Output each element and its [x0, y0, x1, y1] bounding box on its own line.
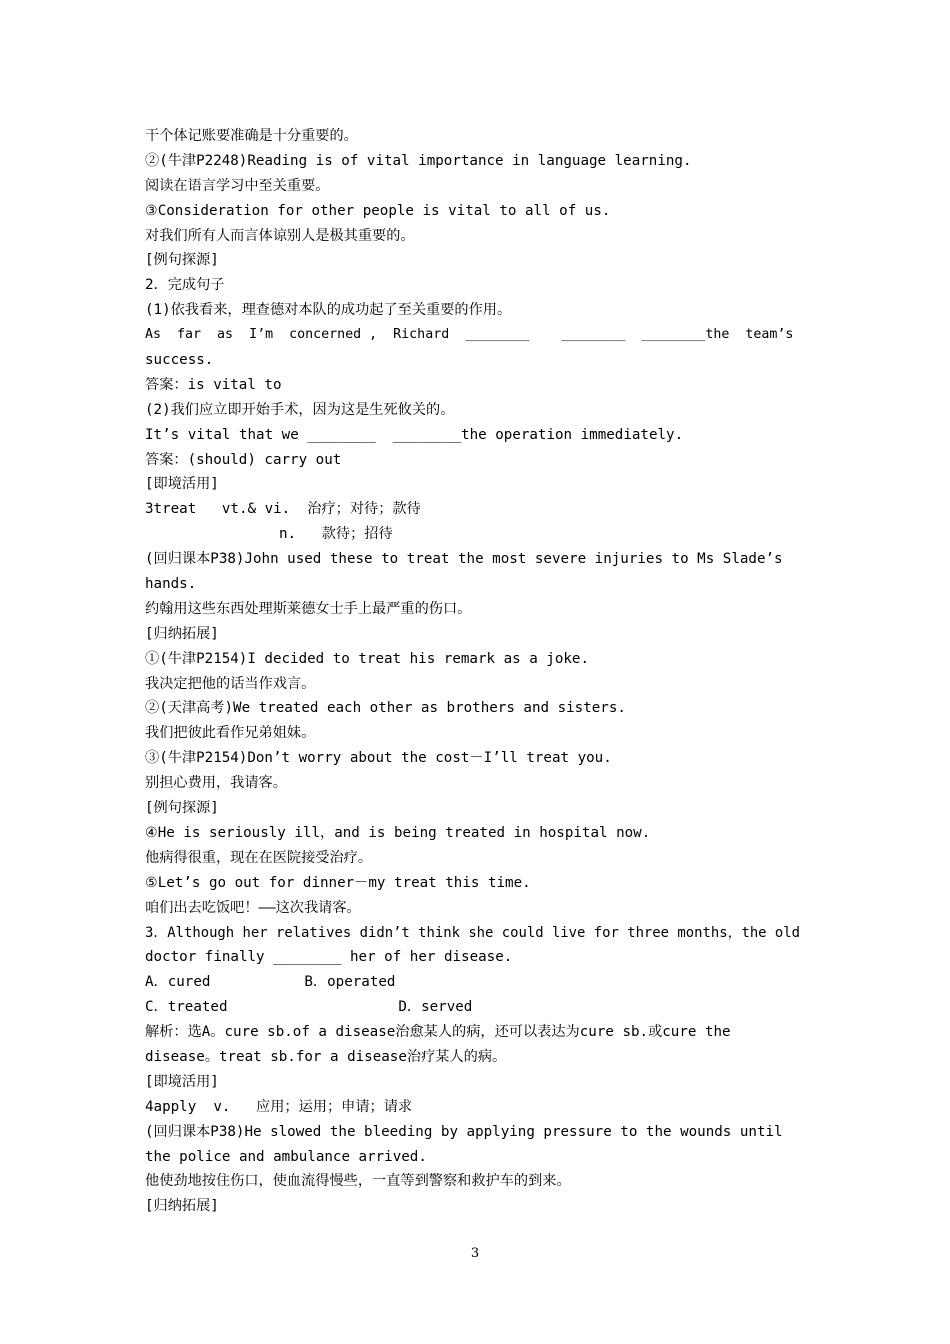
text-line: ③Consideration for other people is vital to all of us.: [145, 202, 611, 219]
text-line: As far as I’m concerned , Richard ________ ________ ________the team’s: [145, 327, 794, 343]
option-line: A．cured B．operated: [145, 974, 396, 991]
vocab-entry: 4apply v. 应用；运用；申请；请求: [145, 1098, 413, 1115]
section-heading: [归纳拓展]: [145, 625, 219, 642]
text-line: (回归课本P38)He slowed the bleeding by applying pressure to the wounds until: [145, 1123, 783, 1140]
text-line: 阅读在语言学习中至关重要。: [145, 177, 330, 194]
text-line: 2．完成句子: [145, 277, 225, 294]
section-heading: [归纳拓展]: [145, 1198, 219, 1215]
explanation-line: disease。treat sb.for a disease治疗某人的病。: [145, 1048, 507, 1065]
text-line: ③(牛津P2154)Don’t worry about the cost－I’ll treat you.: [145, 750, 612, 767]
text-line: ⑤Let’s go out for dinner－my treat this time.: [145, 874, 531, 891]
text-line: It’s vital that we ________ ________the operation immediately.: [145, 426, 684, 443]
text-line: 别担心费用，我请客。: [145, 775, 287, 792]
text-line: 对我们所有人而言体谅别人是极其重要的。: [145, 227, 415, 244]
section-heading: [例句探源]: [145, 252, 219, 269]
text-line: success.: [145, 352, 214, 369]
text-line: 约翰用这些东西处理斯莱德女士手上最严重的伤口。: [145, 600, 472, 617]
section-heading: [即境活用]: [145, 1073, 219, 1090]
vocab-entry: 3treat vt.& vi. 治疗；对待；款待: [145, 501, 421, 518]
text-line: (2)我们应立即开始手术，因为这是生死攸关的。: [145, 401, 455, 418]
answer-line: 答案：is vital to: [145, 376, 282, 393]
text-line: hands.: [145, 576, 197, 593]
text-line: ①(牛津P2154)I decided to treat his remark as a joke.: [145, 650, 590, 667]
text-body: [145, 124, 806, 1219]
text-line: ④He is seriously ill，and is being treated in hospital now.: [145, 824, 651, 841]
text-line: doctor finally ________ her of her disease.: [145, 949, 513, 966]
text-line: the police and ambulance arrived.: [145, 1148, 427, 1165]
text-line: (回归课本P38)John used these to treat the most severe injuries to Ms Slade’s: [145, 551, 783, 568]
page-number: 3: [470, 1246, 480, 1261]
text-line: 3．Although her relatives didn’t think she could live for three months，the old: [145, 924, 800, 941]
section-heading: [即境活用]: [145, 476, 219, 493]
section-heading: [例句探源]: [145, 800, 219, 817]
option-line: C．treated D．served: [145, 999, 473, 1016]
text-line: 我们把彼此看作兄弟姐妹。: [145, 725, 316, 742]
text-line: 他使劲地按住伤口，使血流得慢些，一直等到警察和救护车的到来。: [145, 1173, 571, 1190]
text-line: ②(牛津P2248)Reading is of vital importance in language learning.: [145, 152, 692, 169]
text-line: 干个体记账要准确是十分重要的。: [145, 128, 358, 144]
vocab-entry: n. 款待；招待: [279, 526, 393, 543]
answer-line: 答案：(should) carry out: [145, 451, 342, 468]
explanation-line: 解析：选A。cure sb.of a disease治愈某人的病，还可以表达为cure sb.或cure the: [145, 1024, 731, 1041]
text-line: 咱们出去吃饭吧！——这次我请客。: [145, 899, 361, 916]
text-line: 我决定把他的话当作戏言。: [145, 675, 316, 692]
text-line: 他病得很重，现在在医院接受治疗。: [145, 849, 373, 866]
text-line: ②(天津高考)We treated each other as brothers and sisters.: [145, 700, 626, 717]
text-line: (1)依我看来，理查德对本队的成功起了至关重要的作用。: [145, 302, 512, 319]
